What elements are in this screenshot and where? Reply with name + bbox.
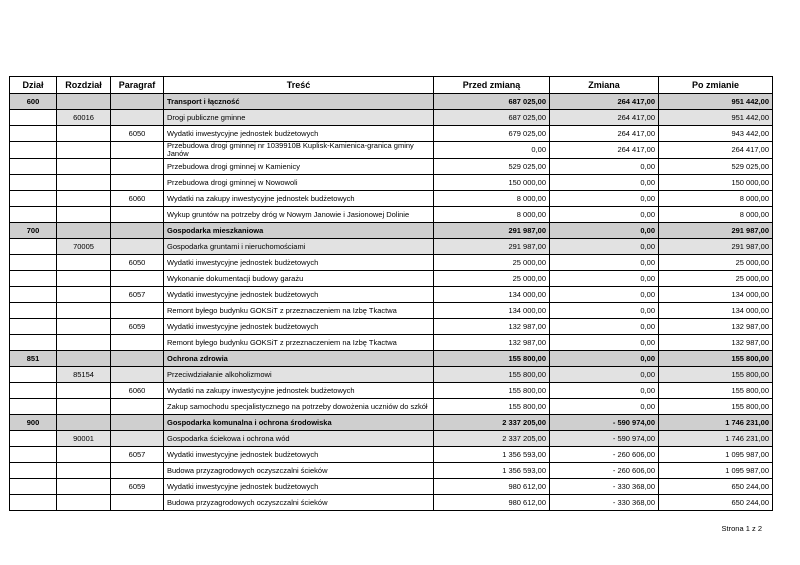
- przed-zmiana-cell: 687 025,00: [434, 94, 550, 110]
- po-zmianie-cell: 25 000,00: [659, 255, 773, 271]
- dzial-cell: [10, 303, 57, 319]
- po-zmianie-cell: 134 000,00: [659, 303, 773, 319]
- table-row-rozdzial: [10, 110, 773, 126]
- po-zmianie-cell: 951 442,00: [659, 94, 773, 110]
- table-row-zadanie: [10, 399, 773, 415]
- table-row-zadanie: [10, 463, 773, 479]
- przed-zmiana-cell: 155 800,00: [434, 399, 550, 415]
- zmiana-cell: - 260 606,00: [550, 463, 659, 479]
- rozdzial-cell: [57, 447, 111, 463]
- przed-zmiana-cell: 25 000,00: [434, 271, 550, 287]
- table-row-paragraf: [10, 287, 773, 303]
- zmiana-cell: 0,00: [550, 191, 659, 207]
- rozdzial-cell: [57, 191, 111, 207]
- tresc-cell: Budowa przyzagrodowych oczyszczalni ścieków: [164, 463, 434, 479]
- dzial-cell: [10, 479, 57, 495]
- tresc-cell: Wydatki inwestycyjne jednostek budżetowych: [164, 255, 434, 271]
- tresc-cell: Wydatki inwestycyjne jednostek budżetowych: [164, 479, 434, 495]
- po-zmianie-cell: 155 800,00: [659, 351, 773, 367]
- table-row-rozdzial: [10, 239, 773, 255]
- paragraf-cell: 6059: [111, 479, 164, 495]
- table-row-zadanie: [10, 271, 773, 287]
- table-header-row: [10, 77, 773, 94]
- rozdzial-cell: 60016: [57, 110, 111, 126]
- table-row-dzial: [10, 223, 773, 239]
- zmiana-cell: 0,00: [550, 335, 659, 351]
- po-zmianie-cell: 8 000,00: [659, 207, 773, 223]
- po-zmianie-cell: 650 244,00: [659, 495, 773, 511]
- zmiana-cell: - 260 606,00: [550, 447, 659, 463]
- dzial-cell: [10, 110, 57, 126]
- po-zmianie-cell: 150 000,00: [659, 175, 773, 191]
- tresc-cell: Przebudowa drogi gminnej w Kamienicy: [164, 159, 434, 175]
- tresc-cell: Wydatki na zakupy inwestycyjne jednostek budżetowych: [164, 383, 434, 399]
- tresc-cell: Remont byłego budynku GOKSiT z przeznaczeniem na Izbę Tkactwa: [164, 303, 434, 319]
- paragraf-cell: [111, 159, 164, 175]
- zmiana-cell: 0,00: [550, 255, 659, 271]
- tresc-cell: Wykup gruntów na potrzeby dróg w Nowym Janowie i Jasionowej Dolinie: [164, 207, 434, 223]
- rozdzial-cell: [57, 463, 111, 479]
- zmiana-cell: 0,00: [550, 287, 659, 303]
- dzial-cell: 851: [10, 351, 57, 367]
- table-row-zadanie: [10, 495, 773, 511]
- przed-zmiana-cell: 150 000,00: [434, 175, 550, 191]
- table-row-paragraf: [10, 479, 773, 495]
- paragraf-cell: 6050: [111, 255, 164, 271]
- przed-zmiana-cell: 8 000,00: [434, 191, 550, 207]
- table-row-zadanie: [10, 142, 773, 159]
- table-row-dzial: [10, 351, 773, 367]
- tresc-cell: Drogi publiczne gminne: [164, 110, 434, 126]
- przed-zmiana-cell: 2 337 205,00: [434, 431, 550, 447]
- table-row-dzial: [10, 415, 773, 431]
- po-zmianie-cell: 132 987,00: [659, 335, 773, 351]
- rozdzial-cell: [57, 126, 111, 142]
- po-zmianie-cell: 943 442,00: [659, 126, 773, 142]
- rozdzial-cell: [57, 223, 111, 239]
- rozdzial-cell: [57, 207, 111, 223]
- paragraf-cell: [111, 463, 164, 479]
- header-rozdzial: Rozdział: [57, 77, 111, 94]
- po-zmianie-cell: 1 095 987,00: [659, 447, 773, 463]
- dzial-cell: [10, 319, 57, 335]
- przed-zmiana-cell: 155 800,00: [434, 383, 550, 399]
- po-zmianie-cell: 529 025,00: [659, 159, 773, 175]
- po-zmianie-cell: 291 987,00: [659, 239, 773, 255]
- paragraf-cell: [111, 110, 164, 126]
- paragraf-cell: [111, 351, 164, 367]
- paragraf-cell: [111, 303, 164, 319]
- table-row-paragraf: [10, 383, 773, 399]
- po-zmianie-cell: 650 244,00: [659, 479, 773, 495]
- po-zmianie-cell: 132 987,00: [659, 319, 773, 335]
- przed-zmiana-cell: 980 612,00: [434, 495, 550, 511]
- dzial-cell: [10, 399, 57, 415]
- paragraf-cell: [111, 175, 164, 191]
- tresc-cell: Gospodarka gruntami i nieruchomościami: [164, 239, 434, 255]
- tresc-cell: Przebudowa drogi gminnej nr 1039910B Kuplisk-Kamienica-granica gminy Janów: [164, 142, 434, 159]
- dzial-cell: [10, 335, 57, 351]
- zmiana-cell: 0,00: [550, 223, 659, 239]
- paragraf-cell: [111, 415, 164, 431]
- paragraf-cell: [111, 431, 164, 447]
- rozdzial-cell: [57, 383, 111, 399]
- tresc-cell: Wydatki inwestycyjne jednostek budżetowych: [164, 319, 434, 335]
- dzial-cell: [10, 191, 57, 207]
- przed-zmiana-cell: 8 000,00: [434, 207, 550, 223]
- dzial-cell: [10, 255, 57, 271]
- table-row-paragraf: [10, 447, 773, 463]
- po-zmianie-cell: 1 095 987,00: [659, 463, 773, 479]
- zmiana-cell: 0,00: [550, 207, 659, 223]
- paragraf-cell: [111, 207, 164, 223]
- dzial-cell: [10, 463, 57, 479]
- rozdzial-cell: [57, 495, 111, 511]
- rozdzial-cell: [57, 287, 111, 303]
- zmiana-cell: 0,00: [550, 159, 659, 175]
- dzial-cell: [10, 287, 57, 303]
- tresc-cell: Ochrona zdrowia: [164, 351, 434, 367]
- table-row-zadanie: [10, 303, 773, 319]
- dzial-cell: [10, 159, 57, 175]
- po-zmianie-cell: 155 800,00: [659, 367, 773, 383]
- rozdzial-cell: [57, 415, 111, 431]
- dzial-cell: [10, 126, 57, 142]
- tresc-cell: Wydatki na zakupy inwestycyjne jednostek budżetowych: [164, 191, 434, 207]
- tresc-cell: Gospodarka komunalna i ochrona środowiska: [164, 415, 434, 431]
- dzial-cell: [10, 383, 57, 399]
- rozdzial-cell: [57, 335, 111, 351]
- paragraf-cell: 6059: [111, 319, 164, 335]
- zmiana-cell: 0,00: [550, 271, 659, 287]
- dzial-cell: [10, 142, 57, 159]
- dzial-cell: 700: [10, 223, 57, 239]
- header-przed-zmiana: Przed zmianą: [434, 77, 550, 94]
- zmiana-cell: 0,00: [550, 367, 659, 383]
- po-zmianie-cell: 155 800,00: [659, 383, 773, 399]
- rozdzial-cell: [57, 319, 111, 335]
- rozdzial-cell: [57, 303, 111, 319]
- przed-zmiana-cell: 134 000,00: [434, 287, 550, 303]
- rozdzial-cell: [57, 271, 111, 287]
- dzial-cell: [10, 495, 57, 511]
- tresc-cell: Gospodarka ściekowa i ochrona wód: [164, 431, 434, 447]
- zmiana-cell: - 590 974,00: [550, 415, 659, 431]
- po-zmianie-cell: 291 987,00: [659, 223, 773, 239]
- dzial-cell: [10, 447, 57, 463]
- zmiana-cell: 0,00: [550, 175, 659, 191]
- przed-zmiana-cell: 134 000,00: [434, 303, 550, 319]
- rozdzial-cell: [57, 255, 111, 271]
- table-row-zadanie: [10, 335, 773, 351]
- przed-zmiana-cell: 291 987,00: [434, 223, 550, 239]
- po-zmianie-cell: 25 000,00: [659, 271, 773, 287]
- table-row-rozdzial: [10, 431, 773, 447]
- tresc-cell: Przeciwdziałanie alkoholizmowi: [164, 367, 434, 383]
- przed-zmiana-cell: 155 800,00: [434, 351, 550, 367]
- header-tresc: Treść: [164, 77, 434, 94]
- zmiana-cell: 0,00: [550, 303, 659, 319]
- paragraf-cell: [111, 239, 164, 255]
- tresc-cell: Wydatki inwestycyjne jednostek budżetowych: [164, 287, 434, 303]
- dzial-cell: 600: [10, 94, 57, 110]
- po-zmianie-cell: 264 417,00: [659, 142, 773, 159]
- budget-table: [9, 76, 773, 511]
- rozdzial-cell: 90001: [57, 431, 111, 447]
- tresc-cell: Remont byłego budynku GOKSiT z przeznaczeniem na Izbę Tkactwa: [164, 335, 434, 351]
- table-row-paragraf: [10, 255, 773, 271]
- dzial-cell: [10, 175, 57, 191]
- tresc-cell: Gospodarka mieszkaniowa: [164, 223, 434, 239]
- paragraf-cell: [111, 399, 164, 415]
- rozdzial-cell: [57, 142, 111, 159]
- tresc-cell: Wykonanie dokumentacji budowy garażu: [164, 271, 434, 287]
- header-dzial: Dział: [10, 77, 57, 94]
- header-paragraf: Paragraf: [111, 77, 164, 94]
- rozdzial-cell: [57, 479, 111, 495]
- header-po-zmianie: Po zmianie: [659, 77, 773, 94]
- rozdzial-cell: [57, 399, 111, 415]
- table-row-paragraf: [10, 319, 773, 335]
- zmiana-cell: 264 417,00: [550, 110, 659, 126]
- paragraf-cell: [111, 223, 164, 239]
- przed-zmiana-cell: 155 800,00: [434, 367, 550, 383]
- rozdzial-cell: [57, 175, 111, 191]
- dzial-cell: [10, 207, 57, 223]
- table-row-zadanie: [10, 207, 773, 223]
- table-row-paragraf: [10, 191, 773, 207]
- paragraf-cell: [111, 335, 164, 351]
- zmiana-cell: 0,00: [550, 351, 659, 367]
- paragraf-cell: 6050: [111, 126, 164, 142]
- zmiana-cell: 0,00: [550, 399, 659, 415]
- table-body: [10, 94, 773, 511]
- paragraf-cell: [111, 495, 164, 511]
- przed-zmiana-cell: 132 987,00: [434, 319, 550, 335]
- paragraf-cell: [111, 94, 164, 110]
- po-zmianie-cell: 155 800,00: [659, 399, 773, 415]
- tresc-cell: Przebudowa drogi gminnej w Nowowoli: [164, 175, 434, 191]
- dzial-cell: [10, 239, 57, 255]
- zmiana-cell: - 590 974,00: [550, 431, 659, 447]
- paragraf-cell: 6057: [111, 447, 164, 463]
- paragraf-cell: [111, 142, 164, 159]
- po-zmianie-cell: 1 746 231,00: [659, 415, 773, 431]
- paragraf-cell: [111, 271, 164, 287]
- przed-zmiana-cell: 1 356 593,00: [434, 463, 550, 479]
- zmiana-cell: 0,00: [550, 319, 659, 335]
- przed-zmiana-cell: 291 987,00: [434, 239, 550, 255]
- paragraf-cell: 6057: [111, 287, 164, 303]
- tresc-cell: Zakup samochodu specjalistycznego na potrzeby dowożenia uczniów do szkół: [164, 399, 434, 415]
- po-zmianie-cell: 951 442,00: [659, 110, 773, 126]
- table-row-zadanie: [10, 175, 773, 191]
- przed-zmiana-cell: 25 000,00: [434, 255, 550, 271]
- zmiana-cell: - 330 368,00: [550, 495, 659, 511]
- rozdzial-cell: [57, 351, 111, 367]
- rozdzial-cell: 70005: [57, 239, 111, 255]
- po-zmianie-cell: 134 000,00: [659, 287, 773, 303]
- przed-zmiana-cell: 2 337 205,00: [434, 415, 550, 431]
- przed-zmiana-cell: 132 987,00: [434, 335, 550, 351]
- table-row-dzial: [10, 94, 773, 110]
- paragraf-cell: 6060: [111, 191, 164, 207]
- przed-zmiana-cell: 687 025,00: [434, 110, 550, 126]
- przed-zmiana-cell: 980 612,00: [434, 479, 550, 495]
- zmiana-cell: - 330 368,00: [550, 479, 659, 495]
- rozdzial-cell: 85154: [57, 367, 111, 383]
- tresc-cell: Budowa przyzagrodowych oczyszczalni ścieków: [164, 495, 434, 511]
- po-zmianie-cell: 1 746 231,00: [659, 431, 773, 447]
- page-number: Strona 1 z 2: [721, 524, 762, 533]
- zmiana-cell: 0,00: [550, 383, 659, 399]
- tresc-cell: Wydatki inwestycyjne jednostek budżetowych: [164, 447, 434, 463]
- tresc-cell: Wydatki inwestycyjne jednostek budżetowych: [164, 126, 434, 142]
- paragraf-cell: 6060: [111, 383, 164, 399]
- rozdzial-cell: [57, 94, 111, 110]
- zmiana-cell: 264 417,00: [550, 94, 659, 110]
- dzial-cell: [10, 271, 57, 287]
- przed-zmiana-cell: 1 356 593,00: [434, 447, 550, 463]
- header-zmiana: Zmiana: [550, 77, 659, 94]
- zmiana-cell: 0,00: [550, 239, 659, 255]
- dzial-cell: [10, 431, 57, 447]
- przed-zmiana-cell: 529 025,00: [434, 159, 550, 175]
- zmiana-cell: 264 417,00: [550, 142, 659, 159]
- dzial-cell: [10, 367, 57, 383]
- przed-zmiana-cell: 679 025,00: [434, 126, 550, 142]
- paragraf-cell: [111, 367, 164, 383]
- zmiana-cell: 264 417,00: [550, 126, 659, 142]
- dzial-cell: 900: [10, 415, 57, 431]
- rozdzial-cell: [57, 159, 111, 175]
- table-row-rozdzial: [10, 367, 773, 383]
- tresc-cell: Transport i łączność: [164, 94, 434, 110]
- przed-zmiana-cell: 0,00: [434, 142, 550, 159]
- table-row-paragraf: [10, 126, 773, 142]
- po-zmianie-cell: 8 000,00: [659, 191, 773, 207]
- table-row-zadanie: [10, 159, 773, 175]
